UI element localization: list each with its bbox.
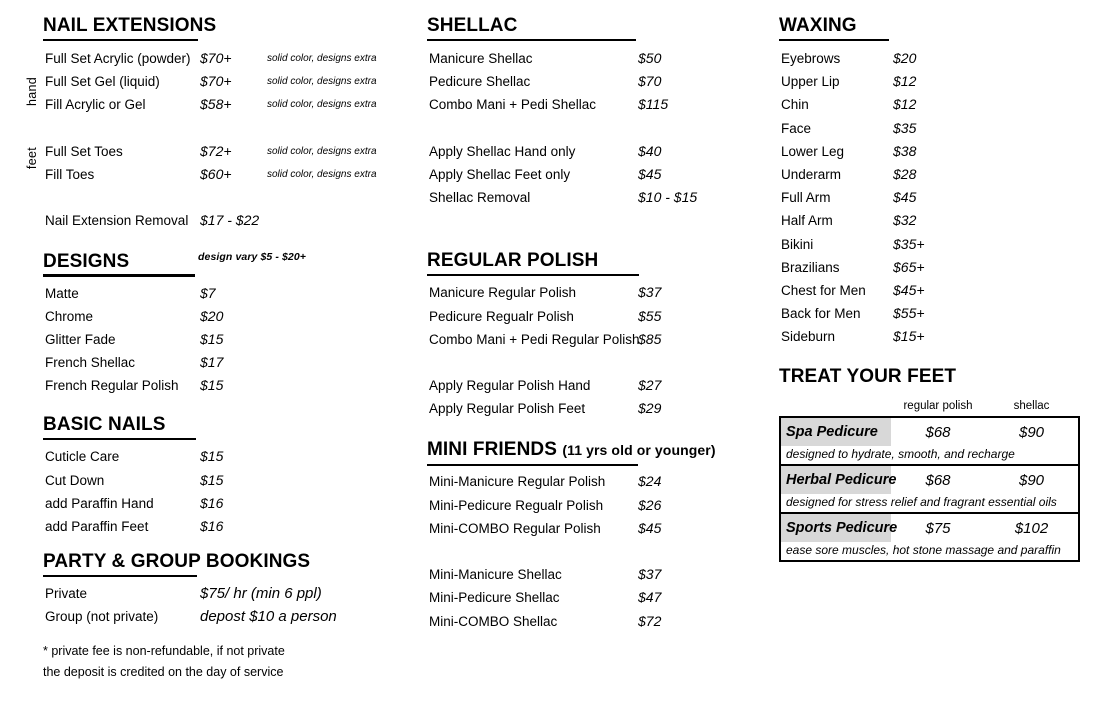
menu-item-row bbox=[43, 605, 393, 628]
item-label: Nail Extension Removal bbox=[45, 213, 189, 229]
menu-item-row bbox=[43, 140, 393, 163]
menu-item-row bbox=[427, 47, 727, 70]
item-price: $37 bbox=[638, 566, 662, 583]
menu-item-row bbox=[427, 281, 727, 304]
item-price: $58+ bbox=[200, 96, 232, 113]
pedicure-price-shellac: $90 bbox=[1018, 423, 1045, 441]
item-price: $47 bbox=[638, 589, 662, 606]
side-label-feet: feet bbox=[25, 147, 39, 170]
pedicure-column-headers bbox=[779, 399, 1080, 414]
middle-column bbox=[427, 14, 727, 633]
section-title-basic-nails: BASIC NAILS bbox=[43, 413, 393, 440]
item-price: $40 bbox=[638, 142, 662, 159]
pedicure-name: Spa Pedicure bbox=[781, 418, 891, 446]
item-price: $45 bbox=[638, 165, 662, 182]
section-treat-your-feet bbox=[779, 365, 1080, 562]
section-title-text: MINI FRIENDS bbox=[427, 439, 557, 461]
menu-item-row bbox=[43, 445, 393, 468]
item-price: $45+ bbox=[893, 281, 925, 298]
item-price: depost $10 a person bbox=[200, 608, 337, 626]
item-label: Chin bbox=[781, 97, 809, 113]
item-label: Eyebrows bbox=[781, 51, 841, 66]
waxing-rows bbox=[779, 47, 1080, 348]
footnote-line-1: * private fee is non-refundable, if not private bbox=[43, 643, 285, 658]
menu-item-row bbox=[779, 325, 1080, 348]
side-label-hand: hand bbox=[25, 77, 39, 107]
item-label: Mini-Manicure Regular Polish bbox=[429, 474, 606, 490]
pedicure-description: designed to hydrate, smooth, and recharge bbox=[786, 447, 1015, 462]
menu-item-row bbox=[427, 494, 727, 517]
menu-item-row bbox=[427, 140, 727, 163]
item-label: Mini-Pedicure Regualr Polish bbox=[429, 497, 604, 513]
menu-item-row bbox=[43, 305, 393, 328]
spacer-cell bbox=[779, 399, 891, 414]
section-title-mini-friends bbox=[427, 438, 727, 466]
item-label: Apply Regular Polish Hand bbox=[429, 378, 591, 394]
item-price: $75/ hr (min 6 ppl) bbox=[200, 585, 322, 603]
item-label: Private bbox=[45, 586, 88, 602]
menu-item-row bbox=[43, 328, 393, 351]
pedicure-description: designed for stress relief and fragrant essential oils bbox=[786, 495, 1057, 510]
menu-item-row bbox=[779, 209, 1080, 232]
item-label: Matte bbox=[45, 285, 79, 301]
section-title-waxing: WAXING bbox=[779, 14, 1080, 41]
regular-polish-rows bbox=[427, 281, 727, 420]
item-price: $70 bbox=[638, 73, 662, 90]
column-header-regular-polish: regular polish bbox=[903, 400, 973, 413]
menu-item-row bbox=[779, 279, 1080, 302]
menu-item-row bbox=[427, 610, 727, 633]
item-label: Mini-COMBO Shellac bbox=[429, 613, 558, 629]
item-price: $20 bbox=[200, 307, 224, 324]
menu-item-row bbox=[427, 374, 727, 397]
designs-title-note: design vary $5 - $20+ bbox=[198, 250, 307, 263]
pedicure-price-regular-polish: $68 bbox=[925, 471, 951, 489]
mini-friends-title-suffix: (11 yrs old or younger) bbox=[562, 442, 716, 459]
column-header-shellac: shellac bbox=[1013, 400, 1050, 413]
menu-item-row bbox=[779, 70, 1080, 93]
menu-item-row bbox=[43, 70, 393, 93]
item-label: French Regular Polish bbox=[45, 378, 179, 394]
item-price: $72 bbox=[638, 612, 662, 629]
menu-item-row bbox=[427, 186, 727, 209]
section-regular-polish bbox=[427, 249, 727, 420]
pedicure-row bbox=[781, 418, 1078, 464]
item-label: Apply Shellac Feet only bbox=[429, 166, 571, 182]
menu-item-row bbox=[779, 117, 1080, 140]
item-label: Manicure Shellac bbox=[429, 51, 533, 66]
menu-item-row bbox=[43, 515, 393, 538]
item-label: add Paraffin Feet bbox=[45, 519, 149, 534]
item-price: $26 bbox=[638, 496, 662, 513]
pedicure-table bbox=[779, 416, 1080, 562]
item-label: Apply Regular Polish Feet bbox=[429, 401, 586, 417]
item-label: add Paraffin Hand bbox=[45, 495, 154, 511]
item-label: Underarm bbox=[781, 166, 842, 182]
pedicure-name-price-row bbox=[781, 418, 1078, 446]
item-price: $12 bbox=[893, 96, 917, 113]
item-price: $7 bbox=[200, 284, 216, 301]
item-price: $16 bbox=[200, 518, 224, 534]
item-price: $55 bbox=[638, 307, 662, 324]
menu-item-row bbox=[43, 351, 393, 374]
menu-item-row bbox=[779, 47, 1080, 70]
basic-nails-rows bbox=[43, 445, 393, 538]
item-price: $32 bbox=[893, 212, 917, 229]
menu-item-row bbox=[427, 328, 727, 351]
item-label: Fill Acrylic or Gel bbox=[45, 97, 146, 113]
menu-item-row bbox=[427, 397, 727, 420]
menu-item-row bbox=[779, 256, 1080, 279]
item-label: Full Set Acrylic (powder) bbox=[45, 51, 191, 66]
menu-item-row bbox=[427, 586, 727, 609]
menu-item-row bbox=[427, 93, 727, 116]
item-price: $65+ bbox=[893, 258, 925, 275]
item-price: $37 bbox=[638, 284, 662, 301]
section-mini-friends bbox=[427, 438, 727, 632]
item-label: French Shellac bbox=[45, 355, 136, 371]
item-label: Brazilians bbox=[781, 259, 840, 275]
section-shellac bbox=[427, 14, 727, 209]
menu-item-row bbox=[43, 282, 393, 305]
menu-item-row bbox=[43, 492, 393, 515]
item-price: $85 bbox=[638, 330, 662, 347]
pedicure-price-regular-polish: $68 bbox=[925, 423, 951, 441]
section-title-shellac: SHELLAC bbox=[427, 14, 727, 41]
section-title-text: DESIGNS bbox=[43, 250, 130, 272]
item-label: Fill Toes bbox=[45, 166, 95, 182]
designs-rows bbox=[43, 282, 393, 398]
item-label: Half Arm bbox=[781, 213, 833, 229]
item-price: $55+ bbox=[893, 305, 925, 322]
menu-item-row bbox=[43, 163, 393, 186]
pedicure-row bbox=[781, 512, 1078, 560]
section-waxing bbox=[779, 14, 1080, 348]
menu-item-row bbox=[779, 140, 1080, 163]
right-column bbox=[779, 14, 1080, 562]
item-price: $15 bbox=[200, 471, 224, 488]
item-price: $115 bbox=[638, 96, 669, 113]
item-price: $24 bbox=[638, 473, 662, 490]
menu-item-row bbox=[43, 209, 393, 232]
menu-item-row bbox=[427, 70, 727, 93]
item-price: $17 bbox=[200, 354, 224, 371]
item-label: Cut Down bbox=[45, 472, 105, 488]
pedicure-price-shellac: $102 bbox=[1014, 519, 1049, 537]
item-label: Lower Leg bbox=[781, 143, 845, 159]
menu-item-row bbox=[43, 582, 393, 605]
item-label: Full Set Toes bbox=[45, 143, 123, 159]
shellac-rows bbox=[427, 47, 727, 209]
item-price: $15 bbox=[200, 330, 224, 347]
item-price: $35+ bbox=[893, 235, 925, 252]
item-price: $35 bbox=[893, 119, 917, 136]
item-label: Chest for Men bbox=[781, 282, 866, 298]
item-label: Full Arm bbox=[781, 190, 831, 206]
section-title-nail-extensions: NAIL EXTENSIONS bbox=[43, 14, 393, 41]
item-label: Sideburn bbox=[781, 329, 836, 345]
menu-item-row bbox=[779, 186, 1080, 209]
item-note: solid color, designs extra bbox=[267, 53, 377, 64]
item-label: Back for Men bbox=[781, 306, 861, 322]
item-label: Combo Mani + Pedi Regular Polish bbox=[429, 331, 640, 347]
item-label: Cuticle Care bbox=[45, 449, 120, 465]
item-price: $70+ bbox=[200, 50, 232, 66]
menu-item-row bbox=[43, 374, 393, 397]
item-label: Full Set Gel (liquid) bbox=[45, 74, 160, 90]
item-price: $72+ bbox=[200, 142, 232, 159]
item-label: Upper Lip bbox=[781, 74, 840, 90]
menu-item-row bbox=[427, 470, 727, 493]
section-designs bbox=[43, 250, 393, 398]
menu-item-row bbox=[427, 305, 727, 328]
item-label: Apply Shellac Hand only bbox=[429, 143, 576, 159]
menu-item-row bbox=[43, 469, 393, 492]
item-label: Face bbox=[781, 120, 812, 136]
item-label: Pedicure Shellac bbox=[429, 74, 531, 90]
menu-item-row bbox=[779, 302, 1080, 325]
item-price: $38 bbox=[893, 142, 917, 159]
item-price: $27 bbox=[638, 377, 662, 394]
item-label: Combo Mani + Pedi Shellac bbox=[429, 97, 596, 113]
item-label: Pedicure Regualr Polish bbox=[429, 308, 574, 324]
item-price: $28 bbox=[893, 165, 917, 182]
item-note: solid color, designs extra bbox=[267, 168, 377, 180]
section-basic-nails bbox=[43, 413, 393, 538]
item-price: $45 bbox=[638, 519, 662, 536]
item-label: Group (not private) bbox=[45, 609, 159, 625]
item-label: Mini-COMBO Regular Polish bbox=[429, 520, 601, 536]
menu-item-row bbox=[427, 517, 727, 540]
menu-item-row bbox=[427, 163, 727, 186]
nail-extensions-rows bbox=[25, 47, 393, 233]
left-column bbox=[25, 14, 393, 683]
item-label: Glitter Fade bbox=[45, 331, 116, 347]
item-price: $12 bbox=[893, 73, 917, 90]
item-label: Mini-Manicure Shellac bbox=[429, 567, 562, 583]
item-note: solid color, designs extra bbox=[267, 76, 377, 88]
menu-item-row bbox=[43, 47, 393, 70]
pedicure-name: Herbal Pedicure bbox=[781, 466, 891, 494]
party-rows bbox=[43, 582, 393, 628]
section-party-group-bookings bbox=[43, 550, 393, 628]
item-price: $29 bbox=[638, 400, 662, 417]
item-note: solid color, designs extra bbox=[267, 99, 377, 111]
item-label: Bikini bbox=[781, 236, 814, 252]
pedicure-description: ease sore muscles, hot stone massage and paraffin bbox=[786, 543, 1061, 558]
item-price: $15 bbox=[200, 377, 224, 394]
menu-item-row bbox=[779, 93, 1080, 116]
item-price: $45 bbox=[893, 189, 917, 206]
item-price: $10 - $15 bbox=[638, 189, 698, 206]
item-note: solid color, designs extra bbox=[267, 145, 377, 157]
item-label: Manicure Regular Polish bbox=[429, 285, 577, 301]
pedicure-price-shellac: $90 bbox=[1018, 471, 1045, 489]
pedicure-price-regular-polish: $75 bbox=[925, 519, 951, 537]
menu-item-row bbox=[427, 563, 727, 586]
section-title-treat-your-feet: TREAT YOUR FEET bbox=[779, 366, 957, 388]
item-price: $17 - $22 bbox=[200, 212, 260, 229]
footnote bbox=[43, 641, 393, 683]
item-price: $15+ bbox=[893, 328, 925, 345]
item-label: Chrome bbox=[45, 308, 94, 324]
section-title-regular-polish: REGULAR POLISH bbox=[427, 249, 727, 276]
item-label: Mini-Pedicure Shellac bbox=[429, 590, 560, 606]
item-price: $60+ bbox=[200, 165, 232, 182]
item-price: $20 bbox=[893, 50, 917, 66]
section-nail-extensions bbox=[25, 14, 393, 233]
menu-item-row bbox=[779, 163, 1080, 186]
item-label: Shellac Removal bbox=[429, 190, 531, 206]
pedicure-name-price-row bbox=[781, 514, 1078, 542]
item-price: $16 bbox=[200, 494, 224, 511]
pedicure-row bbox=[781, 464, 1078, 512]
pedicure-name: Sports Pedicure bbox=[781, 514, 891, 542]
section-title-party-bookings: PARTY & GROUP BOOKINGS bbox=[43, 550, 393, 577]
item-price: $70+ bbox=[200, 73, 232, 90]
footnote-line-2: the deposit is credited on the day of service bbox=[43, 664, 284, 679]
item-price: $50 bbox=[638, 50, 662, 66]
item-price: $15 bbox=[200, 448, 224, 465]
mini-friends-rows bbox=[427, 470, 727, 632]
menu-item-row bbox=[779, 233, 1080, 256]
pedicure-name-price-row bbox=[781, 466, 1078, 494]
section-title-designs bbox=[43, 250, 393, 277]
menu-item-row bbox=[43, 93, 393, 116]
